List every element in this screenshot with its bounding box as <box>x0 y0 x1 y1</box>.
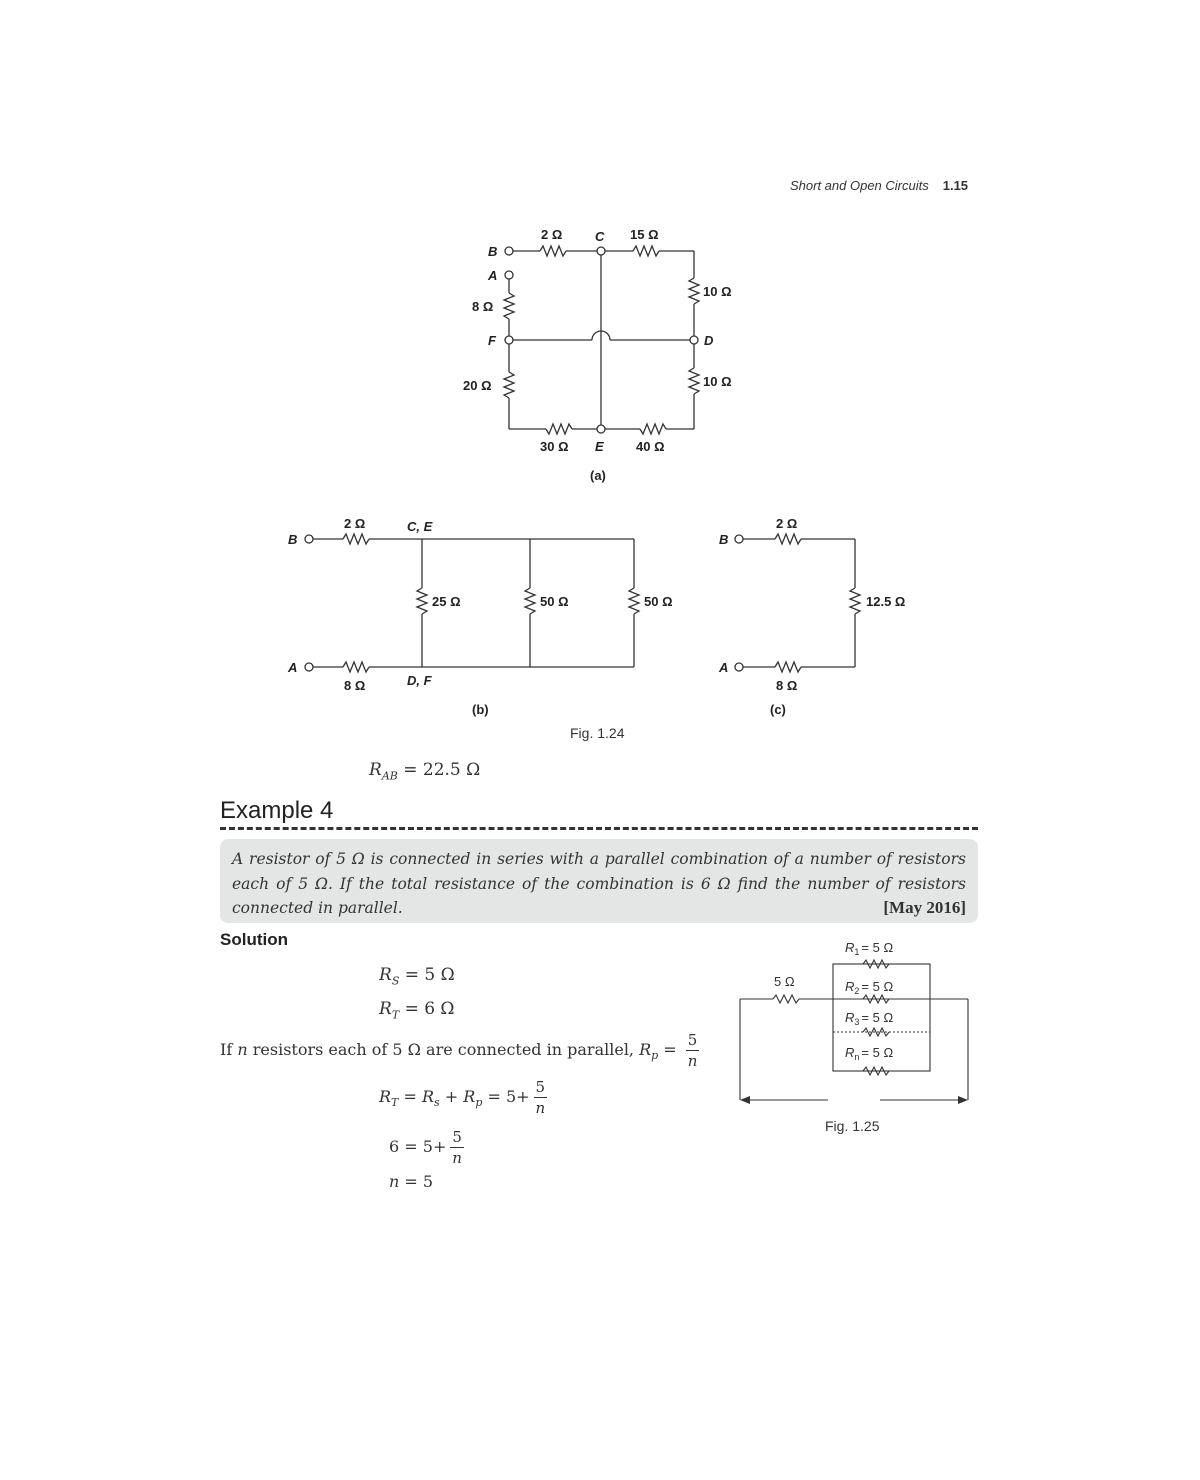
circuit-figure-b <box>280 510 700 725</box>
node-label-c: C <box>595 229 605 244</box>
node-label-b: B <box>719 532 729 547</box>
fraction-denominator: n <box>535 1099 546 1117</box>
fraction-numerator: 5 <box>452 1128 462 1146</box>
eq3-rhs: = 5 <box>404 1172 434 1191</box>
resistor-label: 50 Ω <box>540 594 569 609</box>
result-symbol: R <box>369 760 382 780</box>
circuit-figure-a <box>450 220 770 490</box>
result-equation <box>369 760 480 782</box>
node-label-ce: C, E <box>407 519 433 534</box>
eq2-mid: = 5+ <box>404 1137 447 1156</box>
resistor-label: 2 Ω <box>776 516 798 531</box>
fraction-denominator: n <box>687 1052 698 1070</box>
sentence-start: If <box>220 1040 233 1059</box>
eq1-rs: R <box>421 1087 435 1106</box>
sentence-variable: n <box>237 1040 248 1059</box>
series-resistor-label: 5 Ω <box>774 974 795 989</box>
resistor-label: 10 Ω <box>703 284 732 299</box>
node-label-a: A <box>288 660 298 675</box>
rt-symbol: R <box>379 999 392 1019</box>
node-label-f: F <box>488 333 496 348</box>
example-title: Example 4 <box>220 797 334 824</box>
eq1-rp-subscript: p <box>475 1096 483 1110</box>
rs-value: = 5 Ω <box>404 965 455 985</box>
eq2-lhs: 6 <box>389 1137 400 1156</box>
rt-value: = 6 Ω <box>404 999 455 1019</box>
example-divider <box>220 827 978 830</box>
node-label-b: B <box>488 244 498 259</box>
fraction-denominator: n <box>452 1149 462 1167</box>
substitution-equation <box>389 1127 464 1168</box>
rt-equation <box>379 999 455 1021</box>
node-label-b: B <box>288 532 298 547</box>
eq1-lhs: R <box>379 1087 392 1106</box>
rp-equals: = <box>663 1040 677 1059</box>
eq1-lhs-subscript: T <box>391 1096 399 1110</box>
node-label-d: D <box>704 333 714 348</box>
problem-source: [May 2016] <box>883 898 966 917</box>
r1-label: $R_1 = 5$ Ω <box>845 940 894 957</box>
resistor-label: 2 Ω <box>344 516 366 531</box>
figure-caption-b: (b) <box>472 702 489 717</box>
problem-text: A resistor of 5 Ω is connected in series with a parallel combination of a number of resistors each of 5 Ω. If the total resistance of the combination is 6 Ω find the number of resistors connected in parallel. <box>232 850 966 917</box>
eq1-equals: = <box>403 1087 417 1106</box>
total-resistance-equation <box>379 1077 547 1118</box>
eq3-lhs: n <box>389 1172 400 1191</box>
running-header <box>790 178 968 193</box>
rs-equation <box>379 965 455 987</box>
answer-equation <box>389 1172 433 1191</box>
sentence-rest: resistors each of 5 Ω are connected in parallel, <box>252 1040 635 1059</box>
resistor-label: 20 Ω <box>463 378 492 393</box>
circuit-figure-c <box>712 510 932 725</box>
rs-symbol: R <box>379 965 392 985</box>
figure-caption: Fig. 1.25 <box>825 1118 880 1134</box>
r2-label: $R_2 = 5$ Ω <box>845 979 894 996</box>
rt-subscript: T <box>391 1008 400 1022</box>
resistor-label: 12.5 Ω <box>866 594 906 609</box>
result-value: = 22.5 Ω <box>403 760 481 780</box>
node-label-e: E <box>595 439 604 454</box>
node-label-a: A <box>719 660 729 675</box>
circuit-figure-25 <box>730 935 980 1145</box>
resistor-label: 8 Ω <box>472 299 494 314</box>
resistor-label: 30 Ω <box>540 439 569 454</box>
fraction <box>534 1077 548 1118</box>
fraction <box>686 1030 700 1071</box>
figure-caption-a: (a) <box>590 468 606 483</box>
fraction <box>450 1127 464 1168</box>
result-subscript: AB <box>381 769 398 783</box>
resistor-label: 40 Ω <box>636 439 665 454</box>
rp-subscript: p <box>651 1049 659 1063</box>
rs-subscript: S <box>391 974 400 988</box>
rn-label: $R_n = 5$ Ω <box>845 1045 894 1062</box>
r3-label: $R_3 = 5$ Ω <box>845 1010 894 1027</box>
eq1-plus: + <box>444 1087 459 1106</box>
fraction-numerator: 5 <box>535 1078 546 1096</box>
fraction-numerator: 5 <box>687 1031 698 1049</box>
parallel-sentence <box>220 1030 699 1071</box>
eq1-rest: = 5+ <box>487 1087 530 1106</box>
resistor-label: 8 Ω <box>776 678 798 693</box>
running-title: Short and Open Circuits <box>790 178 929 193</box>
solution-heading: Solution <box>220 930 288 949</box>
figure-caption: Fig. 1.24 <box>570 725 625 741</box>
resistor-label: 2 Ω <box>541 227 563 242</box>
eq1-rp: R <box>463 1087 476 1106</box>
problem-box <box>220 839 978 923</box>
rp-symbol: R <box>639 1040 652 1059</box>
eq1-rs-subscript: s <box>434 1096 440 1110</box>
node-label-a: A <box>488 268 498 283</box>
resistor-label: 50 Ω <box>644 594 673 609</box>
resistor-label: 10 Ω <box>703 374 732 389</box>
figure-caption-c: (c) <box>770 702 786 717</box>
resistor-label: 15 Ω <box>630 227 659 242</box>
page-number: 1.15 <box>942 178 969 193</box>
node-label-df: D, F <box>407 673 432 688</box>
resistor-label: 8 Ω <box>344 678 366 693</box>
resistor-label: 25 Ω <box>432 594 461 609</box>
